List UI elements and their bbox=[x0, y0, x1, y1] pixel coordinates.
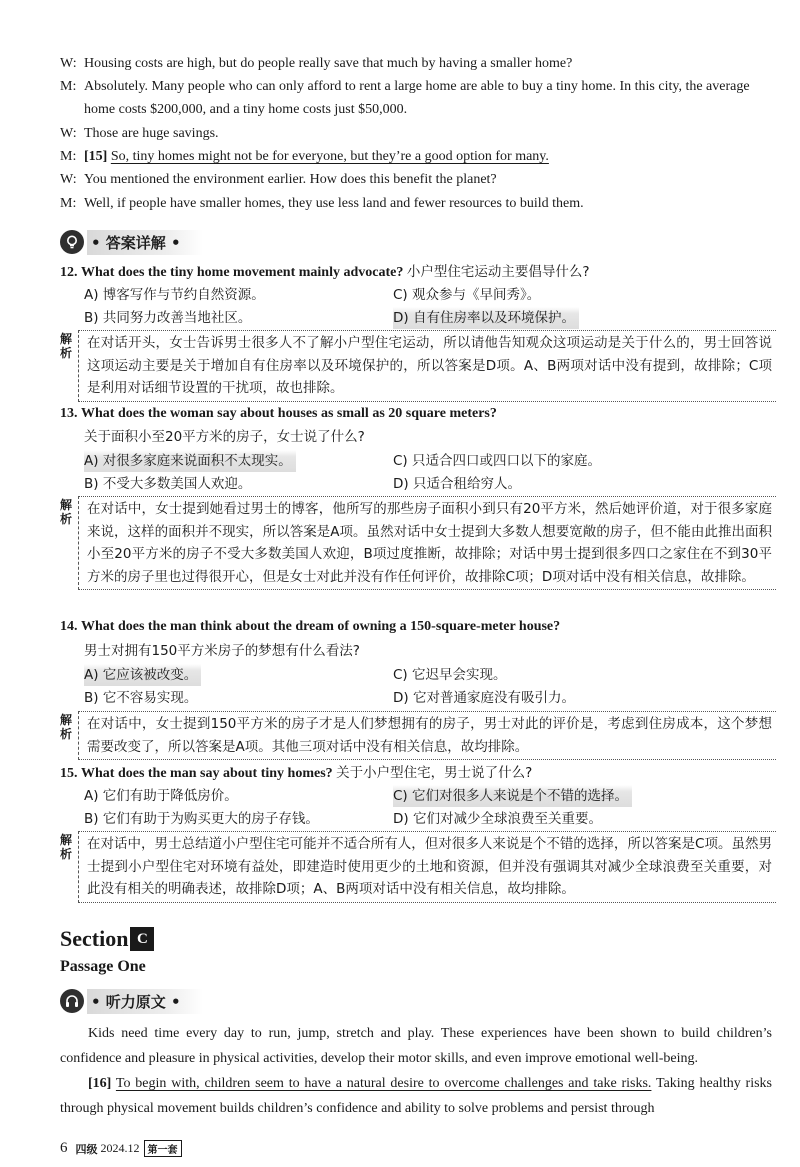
question-en: What does the man think about the dream of owning a 150-square-meter house? bbox=[81, 619, 561, 634]
explanation-12 bbox=[60, 330, 776, 400]
option-b: B) 不受大多数美国人欢迎。 bbox=[84, 476, 252, 492]
question-12 bbox=[60, 261, 775, 284]
dialogue-text: Well, if people have smaller homes, they use less land and fewer resources to build them. bbox=[84, 196, 584, 211]
passage-title: Passage One bbox=[60, 958, 146, 975]
question-14 bbox=[60, 616, 775, 638]
option-d-correct: D) 自有住房率以及环境保护。 bbox=[393, 307, 579, 329]
explanation-tag: 解析 bbox=[60, 498, 73, 526]
option-a: A) 它们有助于降低房价。 bbox=[84, 788, 238, 804]
option-a-correct: A) 它应该被改变。 bbox=[84, 664, 201, 686]
dialogue-text: Absolutely. Many people who can only afford to rent a large home are able to buy a tiny home. In this city, the average home costs $200,000, and a tiny home costs just $50,000. bbox=[84, 79, 750, 117]
question-zh: 小户型住宅运动主要倡导什么? bbox=[406, 264, 590, 280]
explanation-13 bbox=[60, 496, 776, 612]
question-zh: 关于小户型住宅，男士说了什么? bbox=[336, 765, 533, 781]
explanation-text: 在对话中，女士提到她看过男士的博客，他所写的那些房子面积小到只有20平方米，然后她评价道，对于很多家庭来说，这样的面积并不现实，所以答案是A项。虽然对话中女士提到大多数人想要宽敞的房子，但不能由此推出面积小至20平方米的房子不受大多数美国人欢迎，B项过度推断，故排除；对话中男士提到很多四口之家住在不到30平方米的房子里也过得很开心，但是女士对此并没有作任何评价，故排除C项；D项对话中没有相关信息，故排除。 bbox=[78, 496, 776, 590]
option-d: D) 它们对减少全球浪费至关重要。 bbox=[393, 811, 602, 827]
dialogue-text: You mentioned the environment earlier. How does this benefit the planet? bbox=[84, 172, 497, 187]
dialogue-line bbox=[60, 168, 775, 191]
question-15 bbox=[60, 762, 775, 785]
option-c: C) 只适合四口或四口以下的家庭。 bbox=[393, 453, 601, 469]
option-c: C) 观众参与《早间秀》。 bbox=[393, 287, 541, 303]
question-en: What does the tiny home movement mainly advocate? bbox=[81, 265, 404, 280]
dialogue-text: Housing costs are high, but do people really save that much by having a smaller home? bbox=[84, 56, 573, 71]
option-d: D) 它对普通家庭没有吸引力。 bbox=[393, 690, 575, 706]
speaker: W: bbox=[60, 172, 77, 187]
option-b: B) 它不容易实现。 bbox=[84, 690, 198, 706]
question-zh: 关于面积小至20平方米的房子，女士说了什么? bbox=[84, 429, 365, 445]
dialogue-line bbox=[60, 122, 775, 145]
explanation-tag: 解析 bbox=[60, 332, 73, 360]
dialogue-line bbox=[60, 75, 775, 121]
option-b: B) 共同努力改善当地社区。 bbox=[84, 310, 252, 326]
option-a-correct: A) 对很多家庭来说面积不太现实。 bbox=[84, 450, 296, 472]
question-number: 13. bbox=[60, 406, 78, 421]
passage-paragraph: Kids need time every day to run, jump, stretch and play. These experiences have been shown to build children’s confidence and pleasure in physical activities, develop their motor skills, and even improve emotional well-being. bbox=[60, 1026, 772, 1066]
option-b: B) 它们有助于为购买更大的房子存钱。 bbox=[84, 811, 319, 827]
explanation-text: 在对话中，男士总结道小户型住宅可能并不适合所有人，但对很多人来说是个不错的选择，所以答案是C项。虽然男士提到小户型住宅对环境有益处，即建造时使用更少的土地和资源，但并没有强调其对减少全球浪费至关重要，对此没有相关的明确表述，故排除D项；A、B两项对话中没有相关信息，故均排除。 bbox=[78, 831, 776, 903]
explanation-15 bbox=[60, 831, 776, 901]
page-footer bbox=[60, 1140, 182, 1157]
option-c-correct: C) 它们对很多人来说是个不错的选择。 bbox=[393, 785, 632, 807]
answer-heading-label: • 答案详解 • bbox=[87, 230, 203, 255]
footer-set: 第一套 bbox=[144, 1140, 182, 1157]
speaker: M: bbox=[60, 79, 77, 94]
option-c: C) 它迟早会实现。 bbox=[393, 667, 507, 683]
question-ref: [16] bbox=[88, 1076, 112, 1091]
answer-heading bbox=[60, 229, 203, 255]
footer-title: 四级 bbox=[75, 1142, 98, 1156]
explanation-text: 在对话开头，女士告诉男士很多人不了解小户型住宅运动，所以请他告知观众这项运动是关于什么的，男士回答说这项运动主要是关于增加自有住房率以及环境保护的，所以答案是D项。A、B两项对话中没有提到，故排除；C项是利用对话细节设置的干扰项，故也排除。 bbox=[78, 330, 776, 402]
dialogue-line bbox=[60, 52, 775, 75]
dialogue-line bbox=[60, 145, 775, 168]
speaker: W: bbox=[60, 126, 77, 141]
dialogue-text bbox=[84, 145, 775, 168]
explanation-text: 在对话中，女士提到150平方米的房子才是人们梦想拥有的房子，男士对此的评价是，考虑到住房成本，这个梦想需要改变了，所以答案是A项。其他三项对话中没有相关信息，故均排除。 bbox=[78, 711, 776, 760]
speaker: W: bbox=[60, 56, 77, 71]
explanation-tag: 解析 bbox=[60, 713, 73, 741]
speaker: M: bbox=[60, 149, 77, 164]
question-en: What does the man say about tiny homes? bbox=[81, 766, 333, 781]
explanation-14 bbox=[60, 711, 776, 759]
dialogue-text: Those are huge savings. bbox=[84, 126, 219, 141]
listening-heading bbox=[60, 988, 203, 1014]
dialogue-line bbox=[60, 192, 775, 215]
section-label: Section bbox=[60, 926, 129, 951]
lightbulb-icon bbox=[60, 230, 84, 254]
explanation-tag: 解析 bbox=[60, 833, 73, 861]
option-a: A) 博客写作与节约自然资源。 bbox=[84, 287, 265, 303]
passage-paragraph bbox=[60, 1071, 772, 1121]
question-ref: [15] bbox=[84, 149, 108, 164]
headphones-icon bbox=[60, 989, 84, 1013]
question-zh: 男士对拥有150平方米房子的梦想有什么看法? bbox=[84, 643, 360, 659]
option-d: D) 只适合租给穷人。 bbox=[393, 476, 521, 492]
question-en: What does the woman say about houses as small as 20 square meters? bbox=[81, 406, 497, 421]
page-number: 6 bbox=[60, 1140, 68, 1156]
speaker: M: bbox=[60, 196, 77, 211]
question-13 bbox=[60, 403, 775, 425]
footer-date: 2024.12 bbox=[100, 1141, 140, 1155]
key-sentence: To begin with, children seem to have a natural desire to overcome challenges and take risks. bbox=[115, 1076, 652, 1091]
listening-heading-label: • 听力原文 • bbox=[87, 989, 203, 1014]
passage-text: Taking healthy risks through physical movement builds children’s confidence and ability to solve problems and persist through bbox=[60, 1076, 772, 1116]
question-number: 14. bbox=[60, 619, 78, 634]
key-sentence: So, tiny homes might not be for everyone, but they’re a good option for many. bbox=[110, 149, 549, 164]
question-number: 12. bbox=[60, 265, 78, 280]
section-letter-badge: C bbox=[130, 927, 154, 951]
section-title bbox=[60, 926, 154, 952]
question-number: 15. bbox=[60, 766, 78, 781]
